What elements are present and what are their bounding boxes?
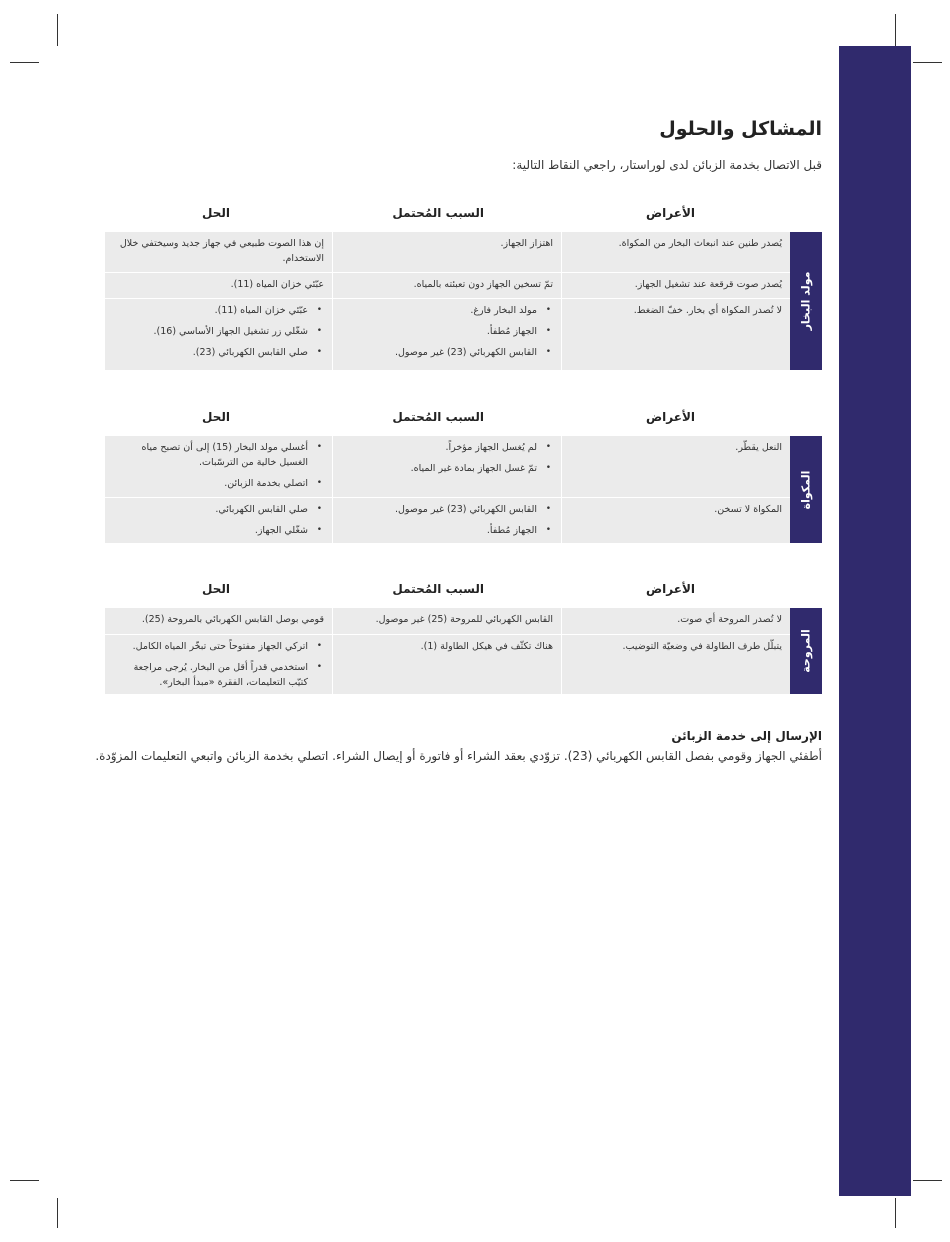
- column-header-row: [105, 402, 822, 436]
- cause-cell: [333, 436, 562, 497]
- header-symptoms: الأعراض: [646, 582, 695, 596]
- column-header-row: [105, 198, 822, 232]
- cause-cell: هناك تكثّف في هيكل الطاولة (1).: [333, 635, 562, 695]
- section-tab-label: المروحة: [799, 629, 813, 673]
- section-iron: [105, 402, 822, 543]
- list-item: • صلي القابس الكهربائي (23).: [113, 345, 324, 360]
- symptom-cell: المكواة لا تسخن.: [714, 504, 782, 515]
- list-item: • مولد البخار فارغ.: [341, 303, 553, 318]
- header-cause: السبب المُحتمل: [392, 206, 484, 220]
- crop-mark: [10, 1180, 39, 1181]
- header-symptoms: الأعراض: [646, 410, 695, 424]
- solution-cell: [105, 436, 333, 497]
- list-item: • الجهاز مُطفأ.: [341, 324, 553, 339]
- symptom-cell: النعل يقطّر.: [735, 442, 782, 453]
- solution-list: [113, 502, 324, 538]
- solution-cell: [105, 498, 333, 544]
- header-cause: السبب المُحتمل: [392, 582, 484, 596]
- section-tab-label: مولد البخار: [799, 271, 813, 331]
- crop-mark: [895, 14, 896, 46]
- column-header-row: [105, 574, 822, 608]
- section-tab: [790, 232, 822, 370]
- list-item: • عبّئي خزان المياه (11).: [113, 303, 324, 318]
- table-row: [105, 436, 790, 497]
- table-row: [105, 298, 790, 371]
- solution-cell: [105, 635, 333, 695]
- list-item: • استخدمي قدراً أقل من البخار. يُرجى مراجعة كتيّب التعليمات، الفقرة «مبدأ البخار».: [113, 660, 324, 690]
- list-item: • اتصلي بخدمة الزبائن.: [113, 476, 324, 491]
- cause-cell: اهتزاز الجهاز.: [333, 232, 562, 272]
- troubleshooting-table: [105, 436, 822, 543]
- page-title: المشاكل والحلول: [659, 118, 822, 140]
- list-item: • تمّ غسل الجهاز بمادة غير المياه.: [341, 461, 553, 476]
- crop-mark: [10, 62, 39, 63]
- list-item: • القابس الكهربائي (23) غير موصول.: [341, 345, 553, 360]
- service-text: أطفئي الجهاز وقومي بفصل القابس الكهربائي (23). تزوّدي بعقد الشراء أو فاتورة أو إيصال الشراء. اتصلي بخدمة الزبائن واتبعي التعليمات المزوّدة.: [95, 749, 822, 763]
- crop-mark: [913, 62, 942, 63]
- list-item: • شغّلي الجهاز.: [113, 523, 324, 538]
- header-solution: الحل: [202, 206, 230, 220]
- cause-list: [341, 303, 553, 360]
- crop-mark: [895, 1198, 896, 1228]
- table-row: [105, 634, 790, 695]
- section-tab-label: المكواة: [799, 470, 813, 509]
- solution-cell: [105, 299, 333, 371]
- cause-list: [341, 440, 553, 476]
- header-symptoms: الأعراض: [646, 206, 695, 220]
- section-steam-generator: [105, 198, 822, 370]
- section-fan: [105, 574, 822, 694]
- cause-cell: تمّ تسخين الجهاز دون تعبئته بالمياه.: [333, 273, 562, 299]
- list-item: • الجهاز مُطفأ.: [341, 523, 553, 538]
- list-item: • أغسلي مولد البخار (15) إلى أن تصبح مياه الغسيل خالية من الترسّبات.: [113, 440, 324, 470]
- troubleshooting-table: [105, 232, 822, 370]
- solution-list: [113, 440, 324, 491]
- symptom-cell: لا تُصدر المروحة أي صوت.: [677, 614, 782, 625]
- cause-cell: القابس الكهربائي للمروحة (25) غير موصول.: [333, 608, 562, 634]
- intro-text: قبل الاتصال بخدمة الزبائن لدى لوراستار، راجعي النقاط التالية:: [512, 158, 822, 172]
- solution-cell: قومي بوصل القابس الكهربائي بالمروحة (25).: [105, 608, 333, 634]
- list-item: • شغّلي زر تشغيل الجهاز الأساسي (16).: [113, 324, 324, 339]
- symptom-cell: يُصدر صوت قرقعة عند تشغيل الجهاز.: [634, 279, 782, 290]
- troubleshooting-table: [105, 608, 822, 694]
- header-solution: الحل: [202, 582, 230, 596]
- service-heading: الإرسال إلى خدمة الزبائن: [671, 729, 822, 743]
- side-color-bar: [839, 46, 911, 1196]
- cause-list: [341, 502, 553, 538]
- table-row: [105, 272, 790, 299]
- symptom-cell: يتبلّل طرف الطاولة في وضعيّة التوضيب.: [622, 641, 782, 652]
- solution-cell: عبّئي خزان المياه (11).: [105, 273, 333, 299]
- table-row: [105, 608, 790, 634]
- symptom-cell: يُصدر طنين عند انبعاث البخار من المكواة.: [618, 238, 782, 249]
- header-cause: السبب المُحتمل: [392, 410, 484, 424]
- list-item: • القابس الكهربائي (23) غير موصول.: [341, 502, 553, 517]
- table-row: [105, 497, 790, 544]
- section-tab: [790, 608, 822, 694]
- section-tab: [790, 436, 822, 543]
- list-item: • صلي القابس الكهربائي.: [113, 502, 324, 517]
- solution-list: [113, 639, 324, 690]
- symptom-cell: لا تُصدر المكواة أي بخار. خفّ الضغط.: [633, 305, 782, 316]
- crop-mark: [913, 1180, 942, 1181]
- crop-mark: [57, 1198, 58, 1228]
- list-item: • اتركي الجهاز مفتوحاً حتى تبخّر المياه الكامل.: [113, 639, 324, 654]
- cause-cell: [333, 498, 562, 544]
- solution-list: [113, 303, 324, 360]
- crop-mark: [57, 14, 58, 46]
- solution-cell: إن هذا الصوت طبيعي في جهاز جديد وسيختفي خلال الاستخدام.: [105, 232, 333, 272]
- list-item: • لم يُغسل الجهاز مؤخراً.: [341, 440, 553, 455]
- cause-cell: [333, 299, 562, 371]
- header-solution: الحل: [202, 410, 230, 424]
- table-row: [105, 232, 790, 272]
